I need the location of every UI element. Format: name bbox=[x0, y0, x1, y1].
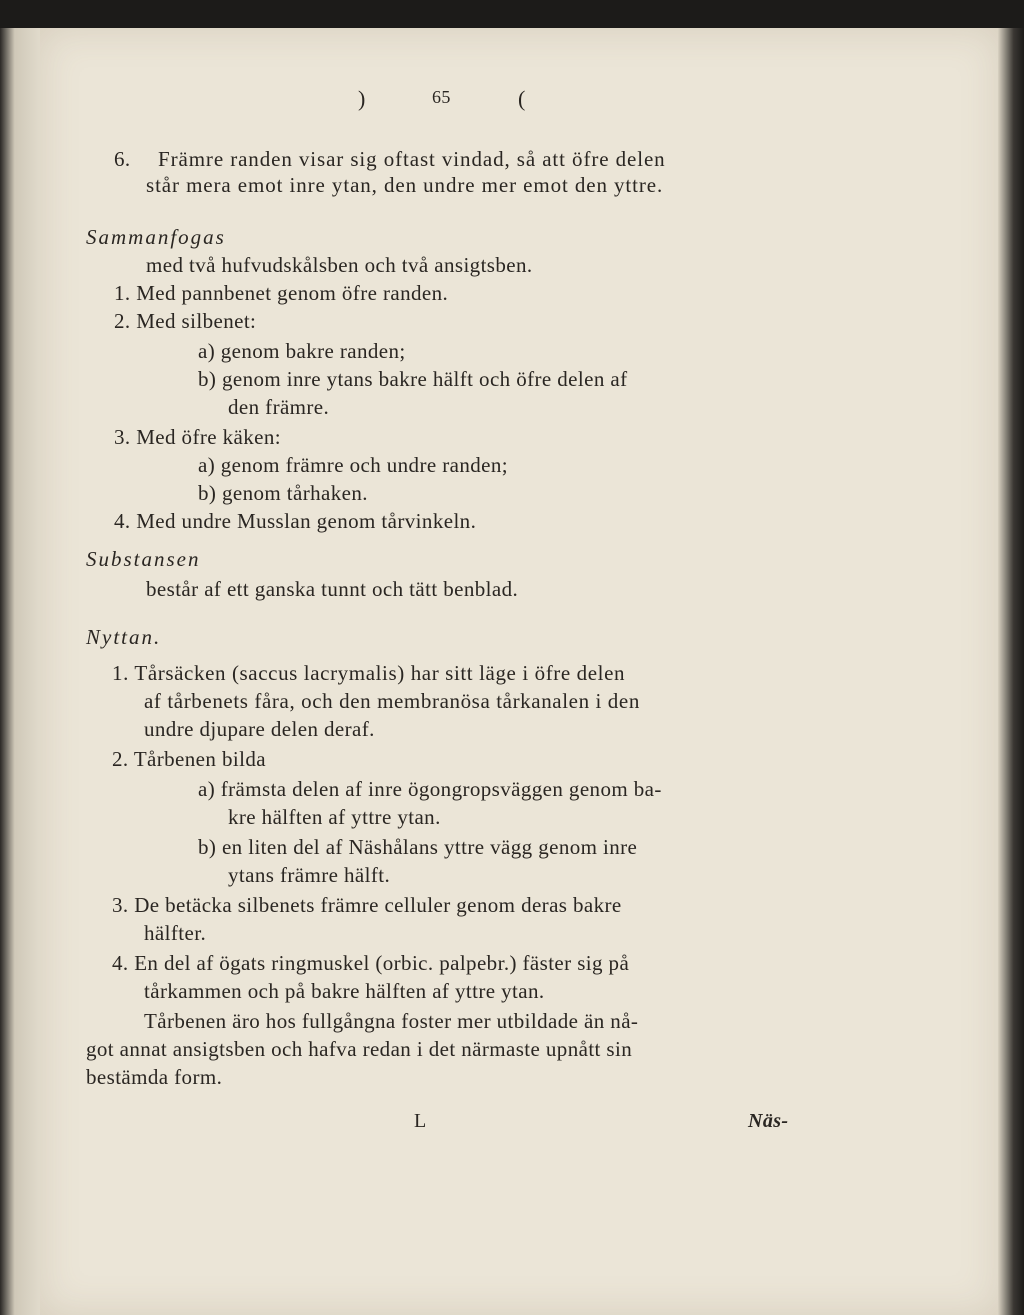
page-number: 65 bbox=[432, 87, 451, 107]
text-line: 1. Tårsäcken (saccus lacrymalis) har sitt läge i öfre delen bbox=[112, 661, 626, 685]
text-line: 3. Med öfre käken: bbox=[114, 425, 281, 449]
page-edge-right bbox=[998, 28, 1024, 1315]
text-line: af tårbenets fåra, och den membranösa tårkanalen i den bbox=[144, 689, 640, 713]
text-line: 4. Med undre Musslan genom tårvinkeln. bbox=[114, 509, 477, 533]
text-line: står mera emot inre ytan, den undre mer emot den yttre. bbox=[146, 173, 664, 197]
section-heading: Sammanfogas bbox=[86, 225, 226, 249]
text-line: 1. Med pannbenet genom öfre randen. bbox=[114, 281, 449, 305]
text-line: består af ett ganska tunnt och tätt benblad. bbox=[146, 577, 519, 601]
text-line: 2. Tårbenen bilda bbox=[112, 747, 266, 771]
binding-edge bbox=[0, 28, 42, 1315]
text-line: tårkammen och på bakre hälften af yttre ytan. bbox=[144, 979, 545, 1003]
header-bracket-left: ) bbox=[358, 86, 366, 111]
text-line: b) genom tårhaken. bbox=[198, 481, 368, 505]
text-line: ytans främre hälft. bbox=[228, 863, 391, 887]
item-number-6: 6. bbox=[114, 147, 131, 171]
text-line: a) genom främre och undre randen; bbox=[198, 453, 508, 477]
header-bracket-right: ( bbox=[518, 86, 526, 111]
text-line: b) genom inre ytans bakre hälft och öfre delen af bbox=[198, 367, 628, 391]
text-line: a) genom bakre randen; bbox=[198, 339, 406, 363]
text-line: 3. De betäcka silbenets främre celluler genom deras bakre bbox=[112, 893, 622, 917]
text-line: got annat ansigtsben och hafva redan i det närmaste upnått sin bbox=[86, 1037, 633, 1061]
signature-mark: L bbox=[414, 1110, 427, 1132]
catchword: Näs- bbox=[748, 1110, 789, 1132]
text-line: hälfter. bbox=[144, 921, 207, 945]
text-line: undre djupare delen deraf. bbox=[144, 717, 375, 741]
text-line: b) en liten del af Näshålans yttre vägg genom inre bbox=[198, 835, 638, 859]
text-line: 2. Med silbenet: bbox=[114, 309, 257, 333]
section-heading: Nyttan. bbox=[86, 625, 162, 649]
text-line: med två hufvudskålsben och två ansigtsben. bbox=[146, 253, 533, 277]
text-line: a) främsta delen af inre ögongropsväggen genom ba- bbox=[198, 777, 662, 801]
text-line: Tårbenen äro hos fullgångna foster mer utbildade än nå- bbox=[144, 1009, 639, 1033]
text-line: den främre. bbox=[228, 395, 330, 419]
text-line: kre hälften af yttre ytan. bbox=[228, 805, 441, 829]
text-line: bestämda form. bbox=[86, 1065, 223, 1089]
text-line: 4. En del af ögats ringmuskel (orbic. palpebr.) fäster sig på bbox=[112, 951, 630, 975]
section-heading: Substansen bbox=[86, 547, 201, 571]
text-line: Främre randen visar sig oftast vindad, så att öfre delen bbox=[158, 147, 666, 171]
